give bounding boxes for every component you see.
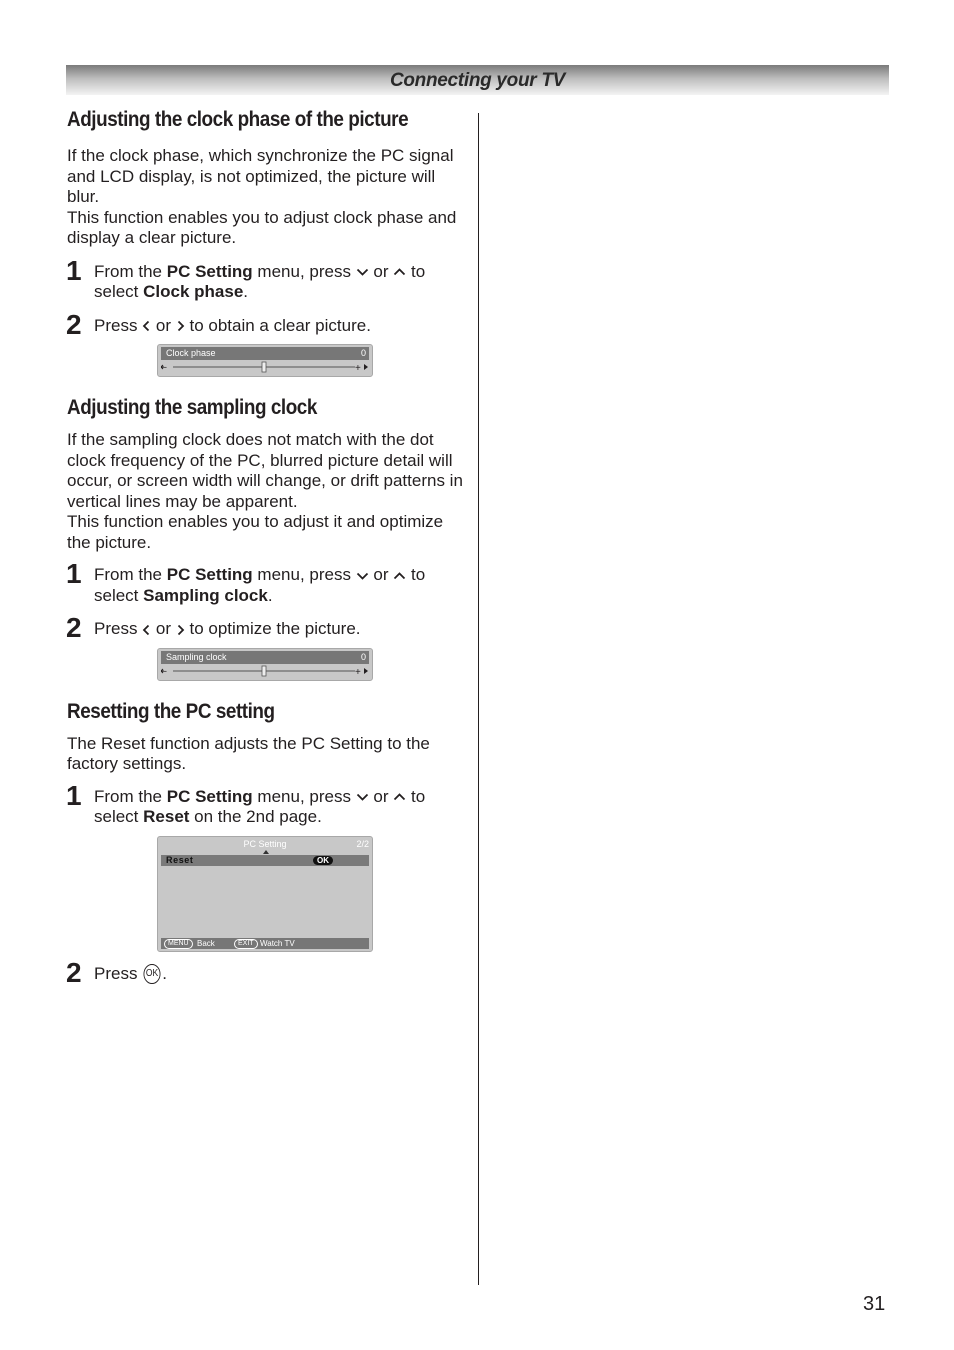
intro-reset: The Reset function adjusts the PC Setting to the factory settings. (67, 733, 430, 773)
step-clock-phase-2 (66, 308, 467, 340)
step-text: . (267, 585, 273, 605)
step-text: to obtain a clear picture. (184, 315, 371, 335)
ok-badge[interactable]: OK (313, 856, 333, 865)
page-number: 31 (863, 1293, 886, 1315)
step-text: . (162, 963, 167, 983)
osd-sampling-clock (157, 648, 373, 681)
slider-minus: – (161, 665, 167, 677)
step-number: 1 (66, 254, 82, 286)
intro-clock-phase-1: If the clock phase, which synchronize the PC signal and LCD display, is not optimized, the picture will blur. (67, 146, 454, 206)
chevron-down-icon (356, 266, 369, 278)
osd-label-row (161, 651, 369, 664)
heading-reset: Resetting the PC setting (67, 699, 275, 723)
slider-plus: + (355, 666, 361, 677)
osd-value: 0 (360, 348, 366, 358)
step-bold-item: Clock phase (143, 282, 244, 301)
step-bold-item: Reset (143, 807, 190, 826)
intro-sampling-clock-1: If the sampling clock does not match with the dot clock frequency of the PC, blurred picture detail will occur, or screen width will change, or drift patterns in vertical lines may be apparent. (67, 430, 463, 511)
step-text: to select (94, 786, 426, 826)
column-divider (478, 113, 479, 1285)
step-sampling-clock-2 (66, 612, 467, 643)
step-text: menu, press (252, 261, 356, 281)
slider-minus: – (161, 362, 167, 373)
menu-title-row (161, 839, 369, 849)
intro-sampling-clock-2: This function enables you to adjust it and optimize the picture. (67, 512, 444, 552)
slider-plus: + (355, 363, 361, 373)
intro-clock-phase-2: This function enables you to adjust clock phase and display a clear picture. (67, 207, 457, 247)
step-text: menu, press (252, 786, 356, 806)
header-title: Connecting your TV (389, 70, 566, 91)
chevron-right-icon (176, 320, 185, 332)
step-text: Press (94, 963, 143, 983)
step-text: or (151, 619, 176, 638)
footer-back-label: Back (197, 938, 215, 948)
step-number: 2 (66, 612, 82, 643)
chevron-left-icon (142, 624, 151, 636)
scroll-up-icon[interactable] (263, 850, 269, 854)
menu-key-icon[interactable]: MENU (164, 939, 193, 949)
heading-clock-phase: Adjusting the clock phase of the picture (67, 108, 409, 131)
header-bar (66, 65, 889, 95)
step-bold-menu: PC Setting (166, 261, 253, 281)
heading-sampling-clock: Adjusting the sampling clock (67, 396, 317, 419)
step-bold-menu: PC Setting (166, 565, 253, 584)
step-text: to select (94, 261, 426, 301)
step-text: or (151, 315, 176, 335)
chevron-left-icon (142, 320, 151, 332)
arrow-right-icon (364, 364, 368, 370)
osd-label-row (161, 347, 369, 360)
step-text: to select (94, 565, 426, 605)
step-sampling-clock-1 (66, 558, 467, 606)
step-bold-menu: PC Setting (166, 786, 253, 806)
chevron-up-icon (393, 570, 406, 582)
osd-label: Clock phase (166, 348, 216, 358)
menu-footer (161, 938, 369, 949)
step-text: From the (94, 261, 167, 281)
osd-slider (161, 361, 369, 373)
menu-title: PC Setting (243, 838, 287, 849)
step-number: 2 (66, 308, 82, 340)
step-text: or (368, 565, 394, 584)
chevron-right-icon (176, 624, 185, 636)
menu-item-label: Reset (166, 854, 194, 865)
left-column (66, 108, 467, 988)
osd-clock-phase (157, 344, 373, 377)
step-text: From the (94, 786, 167, 806)
arrow-right-icon (364, 668, 368, 674)
step-text: to optimize the picture. (184, 619, 361, 638)
chevron-up-icon (393, 266, 406, 278)
slider-thumb[interactable] (262, 362, 266, 372)
step-text: or (368, 261, 394, 281)
menu-item-reset[interactable] (161, 855, 369, 866)
step-text: or (368, 786, 394, 806)
osd-value: 0 (360, 651, 366, 662)
ok-button-icon: OK (144, 964, 161, 984)
chevron-down-icon (356, 570, 369, 582)
exit-key-icon[interactable]: EXIT (234, 939, 258, 949)
step-text: menu, press (252, 565, 356, 584)
step-reset-1 (66, 779, 467, 828)
footer-watch-label: Watch TV (260, 938, 295, 948)
step-number: 1 (66, 558, 82, 589)
osd-pc-setting-menu (157, 836, 373, 952)
step-text: . (243, 282, 249, 301)
osd-slider (161, 665, 369, 677)
step-text: on the 2nd page. (189, 807, 322, 826)
slider-thumb[interactable] (262, 666, 266, 676)
step-number: 1 (66, 779, 82, 811)
osd-label: Sampling clock (166, 651, 227, 662)
step-bold-item: Sampling clock (143, 585, 268, 605)
step-text: From the (94, 565, 167, 584)
step-reset-2 (66, 956, 467, 988)
menu-page: 2/2 (356, 838, 369, 849)
step-text: Press (94, 315, 143, 335)
chevron-up-icon (393, 791, 406, 803)
chevron-down-icon (356, 791, 369, 803)
step-clock-phase-1 (66, 254, 467, 303)
step-text: Press (94, 619, 143, 638)
step-number: 2 (66, 956, 82, 988)
